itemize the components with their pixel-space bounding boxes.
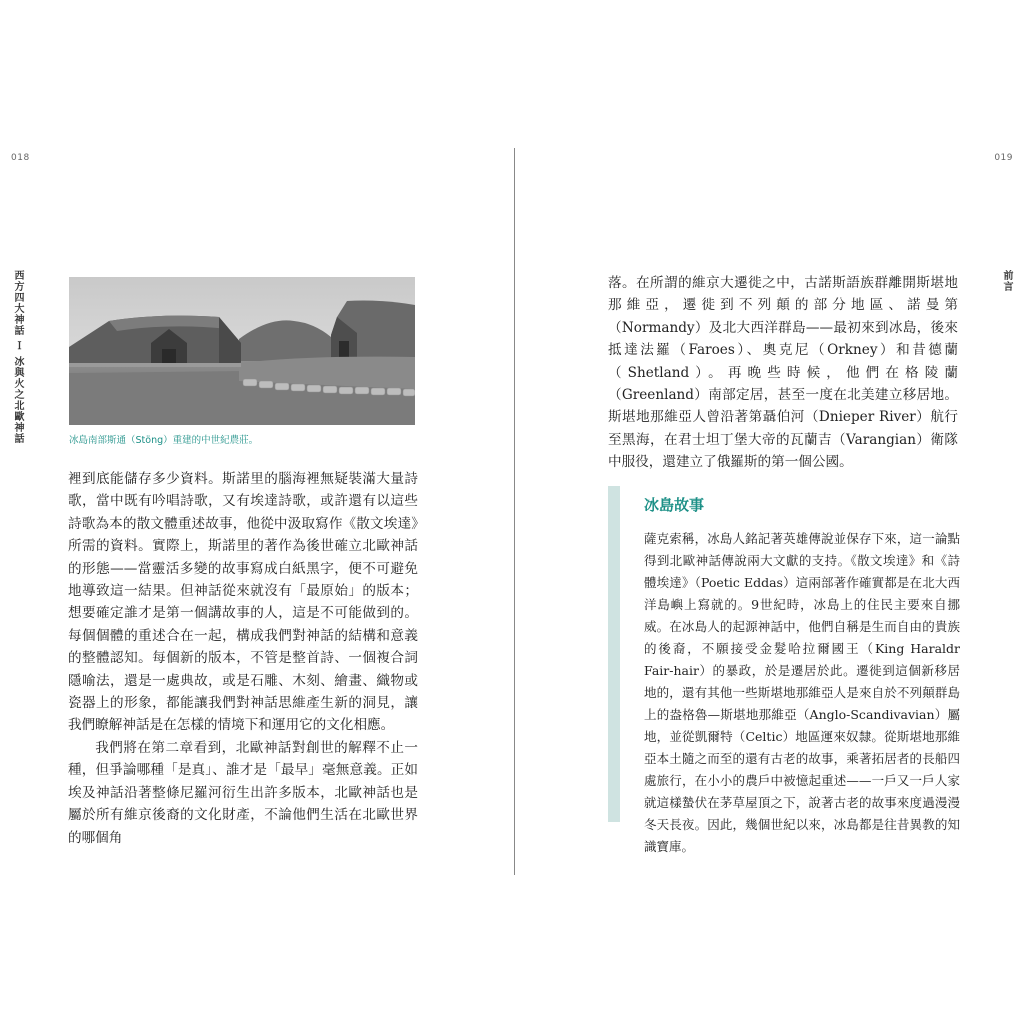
sidebar-text: 薩克索稱，冰島人銘記著英雄傳說並保存下來，這一論點得到北歐神話傳說兩大文獻的支持。《散文埃達》和《詩體埃達》（Poetic Eddas）這兩部著作確實都是在北大西洋島嶼上寫就的。9世紀時，冰島上的住民主要來自挪威。在冰島人的起源神話中，他們自稱是生而自由的貴族的後裔，不願接受金髮哈拉爾國王（King Haraldr Fair-hair）的暴政，於是遷居於此。遷徙到這個新移居地的，還有其他一些斯堪地那維亞人是來自於不列顛群島上的盎格魯—斯堪地那維亞（Anglo-Scandivavian）屬地，並從凱爾特（Celtic）地區運來奴隸。從斯堪地那維亞本土隨之而至的還有古老的故事，乘著拓居者的長船四處旅行，在小小的農戶中被憶起重述——一戶又一戶人家就這樣蟄伏在茅草屋頂之下，說著古老的故事來度過漫漫冬天長夜。因此，幾個世紀以來，冰島都是往昔異教的知識寶庫。 — [644, 531, 960, 854]
body-paragraph: 裡到底能儲存多少資料。斯諾里的腦海裡無疑裝滿大量詩歌，當中既有吟唱詩歌，又有埃達詩歌，或許還有以這些詩歌為本的散文體重述故事，他從中汲取寫作《散文埃達》所需的資料。實際上，斯諾里的著作為後世確立北歐神話的形態——當靈活多變的故事寫成白紙黑字，便不可避免地導致這一結果。但神話從來就沒有「最原始」的版本；想要確定誰才是第一個講故事的人，這是不可能做到的。每個個體的重述合在一起，構成我們對神話的結構和意義的整體認知。每個新的版本，不管是整首詩、一個複合詞隱喻法，還是一處典故，或是石雕、木刻、繪畫、織物或瓷器上的形象，都能讓我們對神話思維產生新的洞見，讓我們瞭解神話是在怎樣的情境下和運用它的文化相應。 — [68, 471, 418, 734]
sidebar-box — [608, 486, 960, 854]
right-page-body — [608, 272, 958, 474]
page-number-left: 018 — [11, 153, 30, 163]
page-gutter-divider — [514, 148, 515, 875]
sidebar-accent-bar — [608, 486, 620, 822]
body-paragraph: 落。在所謂的維京大遷徙之中，古諾斯語族群離開斯堪地那維亞，遷徙到不列顛的部分地區、諾曼第（Normandy）及北大西洋群島——最初來到冰島，後來抵達法羅（Faroes）、奧克尼（Orkney）和昔德蘭（Shetland）。再晚些時候，他們在格陵蘭（Greenland）南部定居，甚至一度在北美建立移居地。斯堪地那維亞人曾沿著第聶伯河（Dnieper River）航行至黑海，在君士坦丁堡大帝的瓦蘭吉（Varangian）衛隊中服役，還建立了俄羅斯的第一個公國。 — [608, 275, 958, 471]
sidebar-title: 冰島故事 — [644, 496, 705, 514]
turf-house-photo — [69, 277, 415, 425]
page-number-right: 019 — [994, 153, 1013, 163]
left-page-body — [68, 468, 418, 849]
body-paragraph: 我們將在第二章看到，北歐神話對創世的解釋不止一種，但爭論哪種「是真」、誰才是「最早」毫無意義。正如埃及神話沿著整條尼羅河衍生出許多版本，北歐神話也是屬於所有維京後裔的文化財產，不論他們生活在北歐世界的哪個角 — [68, 739, 418, 846]
running-head-left: 西方四大神話 Ｉ 冰與火之北歐神話 — [12, 270, 23, 444]
running-head-right: 前言 — [1001, 270, 1012, 292]
photo-caption: 冰島南部斯通（Stöng）重建的中世紀農莊。 — [69, 435, 259, 446]
